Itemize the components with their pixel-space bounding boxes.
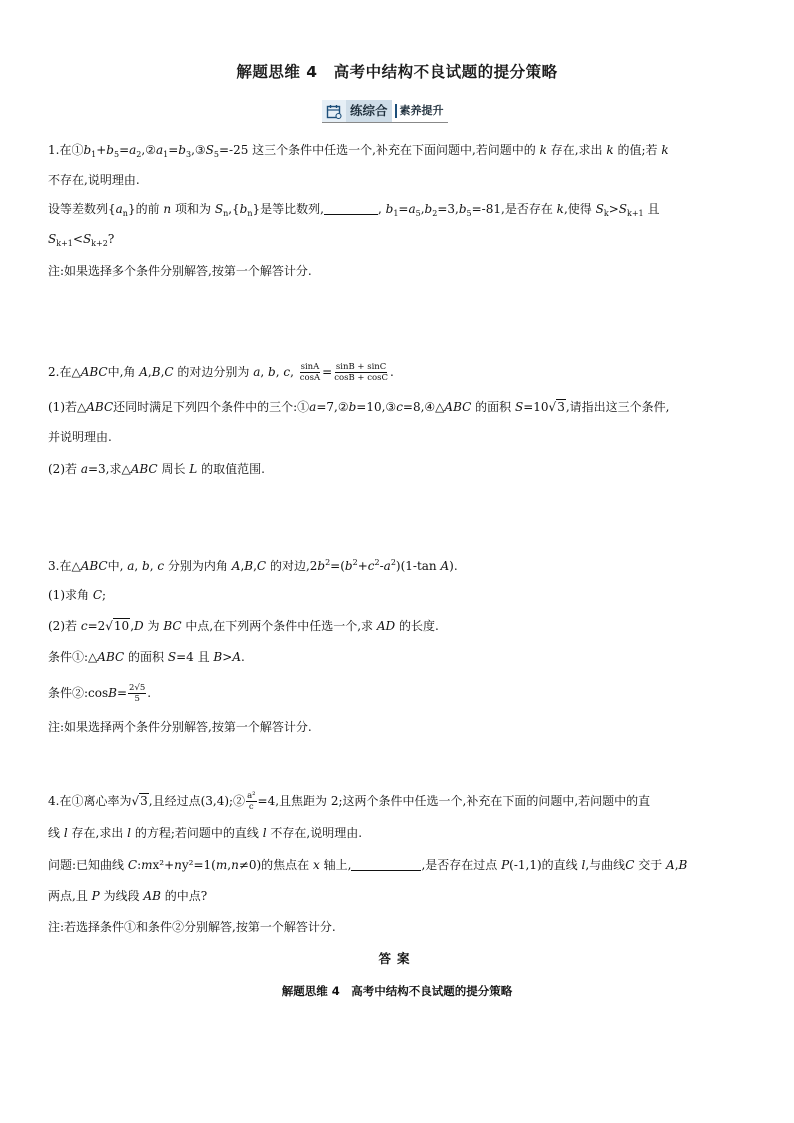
q3-line-1: 3.在△ABC中, a, b, c 分别为内角 A,B,C 的对边$,2b^2=(b^2+c^2-a^2)(1-\tan$ A). — [48, 558, 458, 573]
q3-part-2: (2)若 c=2√10,D 为 BC 中点,在下列两个条件中任选一个,求 AD 的长度. — [48, 619, 439, 633]
q2-fraction-left: $\frac{\sin A}{\cos A}$ — [299, 362, 321, 383]
badge-sub-label: 素养提升 — [399, 104, 444, 117]
section-badge — [322, 100, 448, 123]
q1-line-3: 设等差数列$\{a_n\}$的前 n 项和为 $S_n,\{b_n\}$是等比数列, , $b_1=a_5,b_2=3,b_5=-81$,是否存在 k,使得 $S_k>S_{k+1}$ 且 — [48, 202, 660, 218]
q4-ratio-fraction: $\frac{\text{a²}}{c}$ — [247, 791, 256, 812]
q2-part-1: (1)若△ABC还同时满足下列四个条件中的三个:①a=7,②b=10,③c=8,④△ABC 的面积 S=10√3,请指出这三个条件, — [48, 400, 670, 414]
q4-line-4: 两点,且 P 为线段 AB 的中点? — [48, 889, 208, 903]
q2-part-1-line-2: 并说明理由. — [48, 430, 112, 444]
q4-line-3: 问题:已知曲线 C:mx²+ny²=1(m,n≠0)的焦点在 x 轴上, ,是否存在过点 P(-1,1)的直线 l,与曲线C 交于 A,B — [48, 858, 688, 872]
badge-main-label: 练综合 — [346, 100, 392, 122]
q1-line-1: 1.在$①b_1+b_5=a_2,②a_1=b_3,③S_5=-25$ 这三个条件中任选一个,补充在下面问题中,若问题中的 k 存在,求出 k 的值;若 k — [48, 143, 669, 159]
q1-line-4: $S_{k+1}<S_{k+2}$? — [48, 232, 115, 248]
badge-divider — [395, 104, 397, 118]
q1-answer-blank[interactable] — [324, 202, 378, 215]
q1-note: 注:如果选择多个条件分别解答,按第一个解答计分. — [48, 264, 312, 278]
calendar-icon — [322, 100, 346, 122]
q3-condition-2: 条件②:cosB= $\frac{2√5}{5}$ . — [48, 683, 152, 704]
page-title: 解题思维 4 高考中结构不良试题的提分策略 — [236, 63, 558, 81]
q3-note: 注:如果选择两个条件分别解答,按第一个解答计分. — [48, 720, 312, 734]
q2-part-2: (2)若 a=3,求△ABC 周长 L 的取值范围. — [48, 462, 265, 476]
q3-cos-fraction: $\frac{2√5}{5}$ — [129, 683, 146, 704]
q3-part-1: (1)求角 C; — [48, 588, 107, 602]
q4-line-2: 线 l 存在,求出 l 的方程;若问题中的直线 l 不存在,说明理由. — [48, 826, 363, 840]
q2-fraction-right: $\frac{\sin B + \sin C}{\cos B + \cos C}$ — [334, 362, 388, 383]
answers-heading: 答案 — [378, 951, 416, 966]
answers-title: 解题思维 4 高考中结构不良试题的提分策略 — [281, 984, 513, 998]
q4-line-1: 4.在①离心率为√3,且经过点(3,4);② $\frac{\text{a²}}{c}$ =4,且焦距为 2;这两个条件中任选一个,补充在下面的问题中,若问题中的直 — [48, 791, 651, 812]
q4-answer-blank[interactable] — [351, 858, 421, 871]
q2-line-1: 2.在△ABC中,角 A,B,C 的对边分别为 a, b, c, $\frac{\sin A}{\cos A}$ = $\frac{\sin B + \sin C}{\cos B + \cos C}$ . — [48, 362, 394, 383]
q3-condition-1: 条件①:△ABC 的面积 S=4 且 B>A. — [48, 650, 245, 664]
q4-note: 注:若选择条件①和条件②分别解答,按第一个解答计分. — [48, 920, 336, 934]
q1-line-2: 不存在,说明理由. — [48, 173, 140, 187]
